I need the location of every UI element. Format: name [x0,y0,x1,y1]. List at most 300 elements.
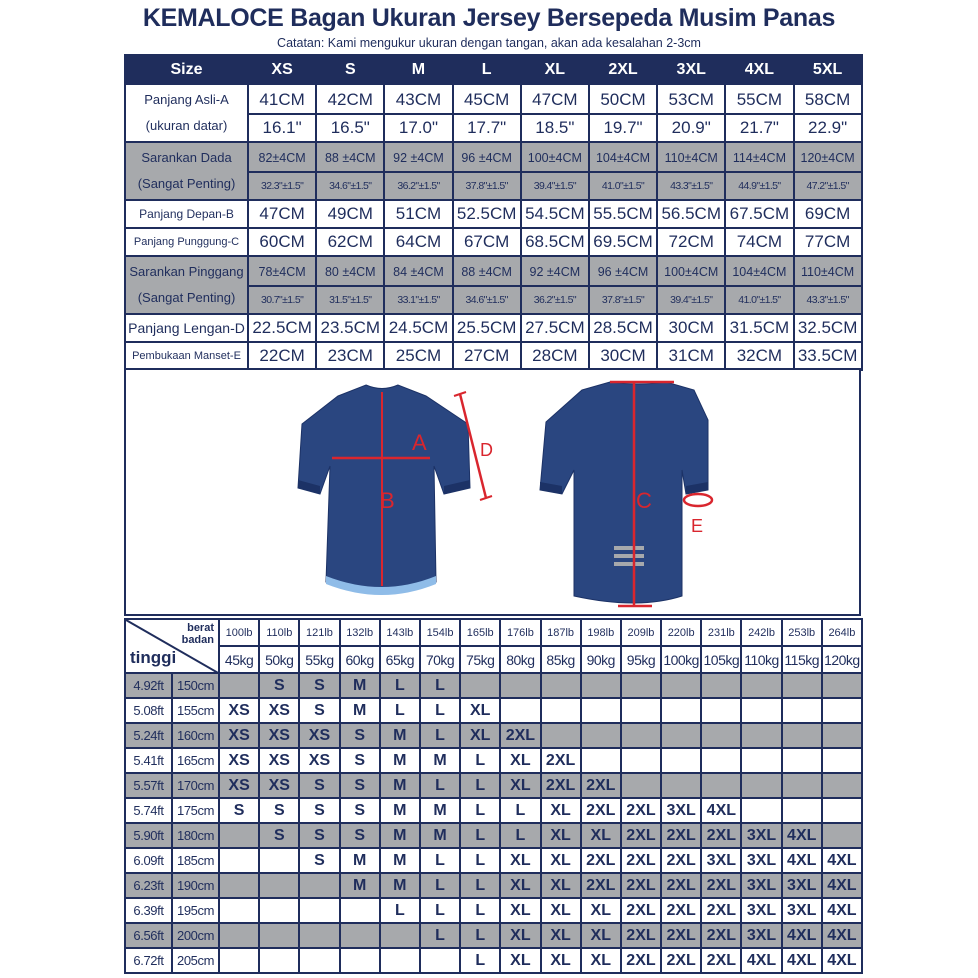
size-recommendation: 4XL [822,873,862,898]
size-cell [453,142,521,200]
size-recommendation: XL [541,798,581,823]
size-recommendation [259,898,299,923]
size-recommendation: 3XL [701,848,741,873]
size-recommendation: L [460,823,500,848]
size-value: 24.5CM [384,314,452,342]
size-value: 27.5CM [521,314,589,342]
size-recommendation [782,673,822,698]
size-recommendation: 4XL [822,848,862,873]
size-recommendation [460,673,500,698]
size-value: 31.5"±1.5" [317,285,383,312]
height-ft: 5.74ft [125,798,172,823]
size-row-label-1 [125,142,248,200]
height-cm: 180cm [172,823,219,848]
size-value: 52.5CM [453,200,521,228]
size-recommendation: 2XL [661,948,701,973]
size-cell [521,142,589,200]
size-recommendation [701,723,741,748]
height-ft: 6.72ft [125,948,172,973]
label-c: C [636,488,652,513]
size-value: 56.5CM [657,200,725,228]
height-cm: 170cm [172,773,219,798]
size-recommendation [541,673,581,698]
size-header-xs: XS [248,55,316,84]
size-value: 36.2"±1.5" [522,285,588,312]
size-value: 21.7" [726,113,792,140]
size-chart-table [124,54,863,371]
size-recommendation: M [420,823,460,848]
size-cell [384,256,452,314]
size-recommendation [661,673,701,698]
size-cell [521,84,589,142]
height-row [125,748,862,773]
size-value: 69.5CM [589,228,657,256]
size-cell [794,256,862,314]
size-recommendation: 3XL [741,848,781,873]
size-value: 100±4CM [527,150,582,165]
size-cell [521,256,589,314]
size-row-label-6: Pembukaan Manset-E [125,342,248,370]
size-recommendation: S [340,773,380,798]
size-recommendation: M [380,848,420,873]
height-cm: 200cm [172,923,219,948]
size-value: 45CM [463,89,510,109]
size-recommendation [259,848,299,873]
size-recommendation: L [460,773,500,798]
size-recommendation: S [219,798,259,823]
size-recommendation [380,923,420,948]
size-recommendation: 2XL [581,848,621,873]
size-value: 50CM [600,89,646,109]
size-recommendation: S [299,798,339,823]
size-recommendation: L [420,723,460,748]
size-recommendation: L [380,698,420,723]
size-recommendation: S [299,773,339,798]
size-value: 30.7"±1.5" [249,285,315,312]
size-value: 34.6"±1.5" [317,171,383,198]
size-recommendation: 4XL [822,923,862,948]
size-recommendation: 2XL [621,798,661,823]
size-recommendation [581,673,621,698]
size-value: 47CM [248,200,316,228]
size-recommendation: 4XL [782,948,822,973]
weight-lb: 100lb [219,619,259,646]
size-cell [248,256,316,314]
size-recommendation: L [460,923,500,948]
size-recommendation: 3XL [782,873,822,898]
size-recommendation: 2XL [621,848,661,873]
page-title: KEMALOCE Bagan Ukuran Jersey Bersepeda Musim Panas [142,4,836,32]
height-row [125,723,862,748]
weight-kg: 80kg [500,646,540,673]
height-ft: 5.90ft [125,823,172,848]
weight-lb: 165lb [460,619,500,646]
size-recommendation: M [420,748,460,773]
size-cell [657,142,725,200]
size-recommendation: S [259,798,299,823]
size-value: 43.3"±1.5" [795,285,861,312]
size-recommendation: XL [541,923,581,948]
size-recommendation [420,948,460,973]
label-e: E [691,516,704,536]
size-recommendation: L [460,873,500,898]
size-value: 23.5CM [316,314,384,342]
size-recommendation: 2XL [581,798,621,823]
size-value: 47.2"±1.5" [795,171,861,198]
size-cell [248,142,316,200]
size-value: 74CM [725,228,793,256]
size-row-label-line: (ukuran datar) [145,118,228,133]
size-recommendation: S [340,823,380,848]
size-cell [725,256,793,314]
height-row [125,948,862,973]
size-value: 110±4CM [801,264,855,279]
size-value: 55CM [736,89,783,109]
size-recommendation: XS [219,748,259,773]
size-recommendation [661,698,701,723]
height-row [125,773,862,798]
size-recommendation [782,748,822,773]
size-cell [453,256,521,314]
size-recommendation [822,748,862,773]
height-ft: 6.56ft [125,923,172,948]
size-row-label-line: Sarankan Pinggang [129,264,244,279]
size-recommendation: XS [259,723,299,748]
size-recommendation [219,873,259,898]
size-row-label-line: Panjang Asli-A [144,92,229,107]
size-recommendation [822,723,862,748]
size-value: 17.7" [454,113,520,140]
size-recommendation: L [460,748,500,773]
size-recommendation [822,798,862,823]
size-value: 30CM [657,314,725,342]
size-value: 100±4CM [664,264,719,279]
size-recommendation: 2XL [661,923,701,948]
size-value: 114±4CM [732,150,786,165]
height-cm: 175cm [172,798,219,823]
size-recommendation [741,698,781,723]
size-recommendation: L [380,673,420,698]
weight-kg: 110kg [741,646,781,673]
size-recommendation: M [380,748,420,773]
size-value: 88 ±4CM [461,264,512,279]
size-recommendation [259,923,299,948]
size-value: 41.0"±1.5" [726,285,792,312]
size-recommendation: M [340,673,380,698]
size-recommendation: XL [581,898,621,923]
size-recommendation: L [380,898,420,923]
height-ft: 6.09ft [125,848,172,873]
weight-lb: 209lb [621,619,661,646]
size-recommendation: XS [299,723,339,748]
size-header-2xl: 2XL [589,55,657,84]
size-recommendation: 4XL [822,948,862,973]
size-value: 37.8"±1.5" [454,171,520,198]
height-ft: 4.92ft [125,673,172,698]
size-recommendation [581,723,621,748]
size-row-label-3: Panjang Punggung-C [125,228,248,256]
size-recommendation: M [340,873,380,898]
size-recommendation: M [340,698,380,723]
weight-lb: 132lb [340,619,380,646]
height-row [125,923,862,948]
size-recommendation: 2XL [661,873,701,898]
size-value: 55.5CM [589,200,657,228]
size-recommendation [541,698,581,723]
size-recommendation: S [340,798,380,823]
size-recommendation [661,773,701,798]
size-cell [589,142,657,200]
size-recommendation: L [420,673,460,698]
size-recommendation: S [299,673,339,698]
size-recommendation: XL [500,948,540,973]
size-value: 44.9"±1.5" [726,171,792,198]
size-recommendation: 4XL [782,848,822,873]
size-header-l: L [453,55,521,84]
size-value: 58CM [804,89,851,109]
jersey-back [540,382,712,606]
weight-kg: 50kg [259,646,299,673]
size-value: 42CM [327,89,373,109]
size-recommendation [621,723,661,748]
size-recommendation: XS [219,723,259,748]
height-row [125,848,862,873]
size-recommendation [219,848,259,873]
weight-kg: 115kg [782,646,822,673]
size-recommendation: XL [500,923,540,948]
size-recommendation [299,948,339,973]
size-value: 22.9" [795,113,861,140]
size-recommendation: 3XL [741,923,781,948]
weight-lb: 154lb [420,619,460,646]
size-recommendation: XL [541,823,581,848]
size-recommendation [340,948,380,973]
size-value: 22CM [248,342,316,370]
size-recommendation: 2XL [621,823,661,848]
size-recommendation: 3XL [741,873,781,898]
size-recommendation: S [259,673,299,698]
size-recommendation: S [299,848,339,873]
height-cm: 160cm [172,723,219,748]
size-cell [453,84,521,142]
weight-lb: 121lb [299,619,339,646]
size-recommendation [219,673,259,698]
weight-kg: 75kg [460,646,500,673]
weight-kg: 95kg [621,646,661,673]
size-value: 22.5CM [248,314,316,342]
size-recommendation: 2XL [701,823,741,848]
size-recommendation: 2XL [581,773,621,798]
corner-weight-label: berat badan [181,622,214,646]
jersey-illustration [124,368,861,616]
weight-kg: 100kg [661,646,701,673]
size-row-label-5: Panjang Lengan-D [125,314,248,342]
size-recommendation [741,798,781,823]
size-recommendation [701,773,741,798]
label-b: B [380,488,395,513]
size-value: 18.5" [522,113,588,140]
height-ft: 6.39ft [125,898,172,923]
height-row [125,898,862,923]
size-value: 16.5" [317,113,383,140]
size-row-label-2: Panjang Depan-B [125,200,248,228]
size-value: 32.5CM [794,314,862,342]
jersey-diagram [126,370,859,614]
size-recommendation [621,673,661,698]
height-row [125,698,862,723]
size-recommendation: 3XL [741,823,781,848]
size-cell [316,84,384,142]
size-recommendation: 3XL [661,798,701,823]
size-recommendation: XL [541,948,581,973]
size-value: 20.9" [658,113,724,140]
size-recommendation [782,698,822,723]
weight-kg: 105kg [701,646,741,673]
size-recommendation: L [500,823,540,848]
size-header-xl: XL [521,55,589,84]
height-row [125,823,862,848]
weight-kg: 65kg [380,646,420,673]
size-value: 67CM [453,228,521,256]
size-recommendation: XS [259,698,299,723]
size-recommendation: S [340,723,380,748]
size-value: 23CM [316,342,384,370]
size-recommendation [822,823,862,848]
size-recommendation [581,748,621,773]
size-recommendation: M [420,798,460,823]
size-row-label-line: (Sangat Penting) [137,290,236,305]
size-recommendation [782,773,822,798]
size-recommendation: XL [541,873,581,898]
size-recommendation [661,748,701,773]
size-recommendation [621,773,661,798]
size-header-label: Size [125,55,248,84]
height-ft: 5.41ft [125,748,172,773]
size-recommendation: 2XL [701,948,741,973]
size-recommendation [541,723,581,748]
corner-height-label: tinggi [130,648,177,667]
size-recommendation: L [460,898,500,923]
height-cm: 185cm [172,848,219,873]
weight-lb: 110lb [259,619,299,646]
size-recommendation [741,723,781,748]
size-cell [248,84,316,142]
size-recommendation: 4XL [741,948,781,973]
size-recommendation [340,898,380,923]
size-recommendation [741,773,781,798]
size-cell [589,256,657,314]
size-value: 53CM [668,89,714,109]
size-recommendation [701,698,741,723]
size-recommendation [701,673,741,698]
size-recommendation: XL [500,898,540,923]
weight-lb: 198lb [581,619,621,646]
size-recommendation [621,748,661,773]
size-recommendation: XS [259,748,299,773]
size-recommendation [299,923,339,948]
weight-kg: 70kg [420,646,460,673]
size-value: 62CM [316,228,384,256]
size-cell [657,84,725,142]
size-recommendation: XS [219,773,259,798]
size-value: 28CM [521,342,589,370]
size-value: 104±4CM [595,150,651,165]
size-value: 37.8"±1.5" [590,285,656,312]
size-value: 51CM [384,200,452,228]
size-recommendation [219,948,259,973]
size-recommendation: M [380,773,420,798]
size-value: 33.1"±1.5" [385,285,451,312]
size-value: 28.5CM [589,314,657,342]
size-value: 36.2"±1.5" [385,171,451,198]
size-recommendation: XL [541,898,581,923]
size-value: 77CM [794,228,862,256]
size-recommendation [701,748,741,773]
height-cm: 205cm [172,948,219,973]
size-recommendation: 2XL [701,873,741,898]
size-header-5xl: 5XL [794,55,862,84]
height-ft: 5.24ft [125,723,172,748]
label-a: A [412,430,427,455]
size-recommendation: 2XL [661,898,701,923]
size-row-label-0 [125,84,248,142]
size-recommendation: 4XL [782,923,822,948]
size-recommendation: M [380,723,420,748]
size-recommendation: L [500,798,540,823]
size-recommendation: S [299,698,339,723]
size-value: 96 ±4CM [461,150,512,165]
weight-kg: 85kg [541,646,581,673]
size-value: 43CM [395,89,442,109]
weight-lb: 187lb [541,619,581,646]
size-recommendation: XL [500,873,540,898]
weight-lb: 231lb [701,619,741,646]
size-row-label-line: Sarankan Dada [141,150,232,165]
size-value: 25.5CM [453,314,521,342]
size-recommendation [500,673,540,698]
size-value: 88 ±4CM [324,150,376,165]
size-value: 92 ±4CM [393,150,444,165]
size-recommendation [581,698,621,723]
size-recommendation: XL [581,948,621,973]
size-recommendation [661,723,701,748]
size-recommendation: M [380,798,420,823]
size-recommendation [299,898,339,923]
size-value: 27CM [453,342,521,370]
weight-kg: 45kg [219,646,259,673]
size-recommendation: S [340,748,380,773]
size-recommendation: L [420,873,460,898]
size-value: 30CM [589,342,657,370]
size-recommendation: 2XL [621,898,661,923]
size-recommendation: XL [541,848,581,873]
size-cell [794,142,862,200]
size-value: 31CM [657,342,725,370]
weight-lb: 242lb [741,619,781,646]
size-cell [316,256,384,314]
height-row [125,673,862,698]
size-recommendation: L [420,923,460,948]
size-recommendation: 4XL [822,898,862,923]
size-header-m: M [384,55,452,84]
size-recommendation: 2XL [621,948,661,973]
size-value: 49CM [316,200,384,228]
size-recommendation: XL [500,848,540,873]
measurement-note: Catatan: Kami mengukur ukuran dengan tangan, akan ada kesalahan 2-3cm [277,36,701,50]
size-recommendation [500,698,540,723]
size-recommendation [782,798,822,823]
size-value: 32CM [725,342,793,370]
